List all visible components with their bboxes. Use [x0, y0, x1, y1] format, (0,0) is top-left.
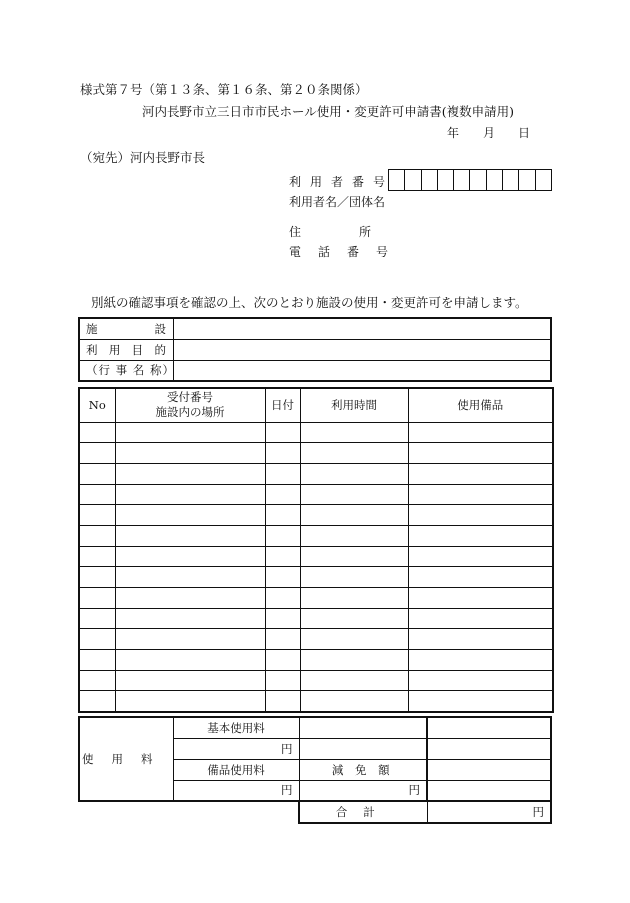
- purpose-field[interactable]: [173, 339, 551, 360]
- table-row: [79, 608, 553, 629]
- row-equipment-cell[interactable]: [408, 546, 553, 567]
- row-date-cell[interactable]: [265, 670, 300, 691]
- user-number-digit-box[interactable]: [389, 170, 405, 190]
- table-row: [79, 567, 553, 588]
- row-equipment-cell[interactable]: [408, 650, 553, 671]
- basic-fee-amount[interactable]: 円: [173, 738, 299, 759]
- row-no-cell[interactable]: [79, 484, 115, 505]
- row-date-cell[interactable]: [265, 608, 300, 629]
- usage-fee-label: 使用料: [79, 717, 173, 801]
- total-table: [298, 800, 552, 824]
- table-row: [79, 691, 553, 712]
- row-time-cell[interactable]: [300, 567, 408, 588]
- date-year-label: 年: [447, 126, 460, 140]
- facility-field[interactable]: [173, 318, 551, 339]
- row-receipt-cell[interactable]: [115, 525, 265, 546]
- user-number-digit-box[interactable]: [503, 170, 519, 190]
- user-number-digit-box[interactable]: [519, 170, 535, 190]
- header-no: No: [79, 388, 115, 422]
- row-equipment-cell[interactable]: [408, 422, 553, 443]
- row-no-cell[interactable]: [79, 670, 115, 691]
- date-day-label: 日: [518, 126, 531, 140]
- date-month-label: 月: [483, 126, 496, 140]
- header-receipt-location: 受付番号 施設内の場所: [115, 388, 265, 422]
- row-receipt-cell[interactable]: [115, 484, 265, 505]
- row-receipt-cell[interactable]: [115, 650, 265, 671]
- row-equipment-cell[interactable]: [408, 629, 553, 650]
- table-row: [79, 484, 553, 505]
- total-label: 合計: [299, 801, 427, 823]
- header-date: 日付: [265, 388, 300, 422]
- row-date-cell[interactable]: [265, 691, 300, 712]
- reduction-label: 減 免 額: [299, 759, 427, 780]
- document-title: 河内長野市立三日市市民ホール使用・変更許可申請書(複数申請用): [142, 104, 515, 119]
- equipment-fee-label: 備品使用料: [173, 759, 299, 780]
- user-name-label: 利用者名／団体名: [289, 195, 386, 209]
- row-receipt-cell[interactable]: [115, 505, 265, 526]
- row-date-cell[interactable]: [265, 525, 300, 546]
- row-receipt-cell[interactable]: [115, 629, 265, 650]
- row-time-cell[interactable]: [300, 670, 408, 691]
- detail-table: [78, 387, 554, 713]
- addressee: （宛先）河内長野市長: [80, 150, 206, 165]
- row-time-cell[interactable]: [300, 505, 408, 526]
- row-receipt-cell[interactable]: [115, 546, 265, 567]
- user-number-digit-box[interactable]: [470, 170, 486, 190]
- row-receipt-cell[interactable]: [115, 567, 265, 588]
- address-label: 住所: [289, 225, 430, 239]
- row-date-cell[interactable]: [265, 567, 300, 588]
- row-date-cell[interactable]: [265, 629, 300, 650]
- row-time-cell[interactable]: [300, 443, 408, 464]
- user-number-input[interactable]: [388, 169, 552, 191]
- row-no-cell[interactable]: [79, 422, 115, 443]
- row-time-cell[interactable]: [300, 691, 408, 712]
- table-row: [79, 588, 553, 609]
- fee-side-cell[interactable]: [426, 717, 551, 738]
- fee-table: [78, 716, 428, 802]
- reduction-amount[interactable]: 円: [299, 780, 427, 801]
- phone-label: 電話番号: [289, 245, 406, 259]
- row-date-cell[interactable]: [265, 588, 300, 609]
- row-equipment-cell[interactable]: [408, 608, 553, 629]
- basic-fee-label: 基本使用料: [173, 717, 299, 738]
- row-receipt-cell[interactable]: [115, 608, 265, 629]
- row-equipment-cell[interactable]: [408, 505, 553, 526]
- row-time-cell[interactable]: [300, 650, 408, 671]
- user-number-digit-box[interactable]: [438, 170, 454, 190]
- row-receipt-cell[interactable]: [115, 422, 265, 443]
- row-time-cell[interactable]: [300, 463, 408, 484]
- row-receipt-cell[interactable]: [115, 670, 265, 691]
- row-no-cell[interactable]: [79, 463, 115, 484]
- user-number-digit-box[interactable]: [454, 170, 470, 190]
- table-row: [79, 422, 553, 443]
- row-equipment-cell[interactable]: [408, 484, 553, 505]
- facility-label: 施 設: [79, 318, 173, 339]
- event-name-label: （行 事 名 称）: [79, 360, 173, 381]
- row-time-cell[interactable]: [300, 629, 408, 650]
- fee-side-column: [426, 716, 552, 802]
- event-name-field[interactable]: [173, 360, 551, 381]
- row-receipt-cell[interactable]: [115, 463, 265, 484]
- fee-side-cell[interactable]: [426, 759, 551, 780]
- row-date-cell[interactable]: [265, 505, 300, 526]
- row-no-cell[interactable]: [79, 505, 115, 526]
- row-receipt-cell[interactable]: [115, 588, 265, 609]
- row-equipment-cell[interactable]: [408, 691, 553, 712]
- row-no-cell[interactable]: [79, 525, 115, 546]
- facility-table: [78, 317, 552, 382]
- row-time-cell[interactable]: [300, 608, 408, 629]
- user-number-digit-box[interactable]: [422, 170, 438, 190]
- purpose-label: 利 用 目 的: [79, 339, 173, 360]
- user-number-digit-box[interactable]: [405, 170, 421, 190]
- header-time: 利用時間: [300, 388, 408, 422]
- table-row: [79, 443, 553, 464]
- row-equipment-cell[interactable]: [408, 670, 553, 691]
- row-no-cell[interactable]: [79, 567, 115, 588]
- row-receipt-cell[interactable]: [115, 443, 265, 464]
- row-time-cell[interactable]: [300, 484, 408, 505]
- table-row: [79, 525, 553, 546]
- table-row: [79, 505, 553, 526]
- header-equipment: 使用備品: [408, 388, 553, 422]
- row-time-cell[interactable]: [300, 588, 408, 609]
- basic-fee-note[interactable]: [299, 717, 427, 738]
- table-row: [79, 670, 553, 691]
- row-time-cell[interactable]: [300, 546, 408, 567]
- row-no-cell[interactable]: [79, 650, 115, 671]
- row-no-cell[interactable]: [79, 588, 115, 609]
- intro-text: 別紙の確認事項を確認の上、次のとおり施設の使用・変更許可を申請します。: [91, 295, 528, 310]
- row-date-cell[interactable]: [265, 443, 300, 464]
- total-amount[interactable]: 円: [427, 801, 551, 823]
- row-no-cell[interactable]: [79, 546, 115, 567]
- row-equipment-cell[interactable]: [408, 567, 553, 588]
- user-number-label: 利用者番号: [289, 175, 395, 189]
- form-number: 様式第７号（第１３条、第１６条、第２０条関係）: [80, 82, 368, 97]
- row-no-cell[interactable]: [79, 691, 115, 712]
- row-time-cell[interactable]: [300, 525, 408, 546]
- row-time-cell[interactable]: [300, 422, 408, 443]
- table-row: [79, 650, 553, 671]
- row-equipment-cell[interactable]: [408, 588, 553, 609]
- equipment-fee-amount[interactable]: 円: [173, 780, 299, 801]
- row-equipment-cell[interactable]: [408, 443, 553, 464]
- table-row: [79, 546, 553, 567]
- fee-side-cell[interactable]: [426, 738, 551, 759]
- user-number-digit-box[interactable]: [487, 170, 503, 190]
- row-date-cell[interactable]: [265, 484, 300, 505]
- row-equipment-cell[interactable]: [408, 525, 553, 546]
- row-date-cell[interactable]: [265, 546, 300, 567]
- row-date-cell[interactable]: [265, 650, 300, 671]
- row-no-cell[interactable]: [79, 629, 115, 650]
- row-date-cell[interactable]: [265, 422, 300, 443]
- row-receipt-cell[interactable]: [115, 691, 265, 712]
- row-equipment-cell[interactable]: [408, 463, 553, 484]
- row-no-cell[interactable]: [79, 443, 115, 464]
- table-row: [79, 463, 553, 484]
- row-date-cell[interactable]: [265, 463, 300, 484]
- row-no-cell[interactable]: [79, 608, 115, 629]
- table-row: [79, 629, 553, 650]
- basic-fee-extra[interactable]: [299, 738, 427, 759]
- user-number-digit-box[interactable]: [536, 170, 551, 190]
- fee-side-cell[interactable]: [426, 780, 551, 801]
